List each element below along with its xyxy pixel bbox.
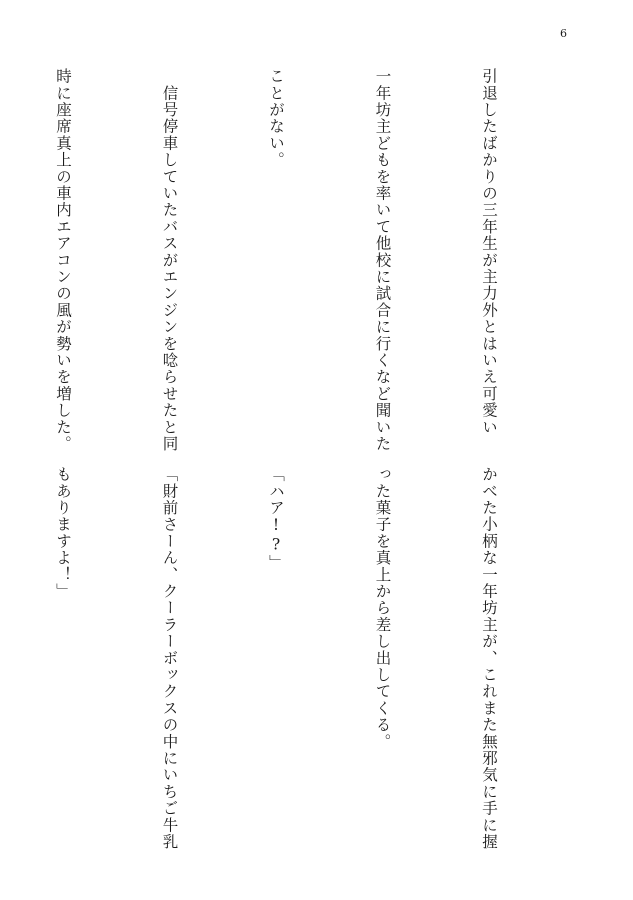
text-line: 時に座席真上の車内エアコンの風が勢いを増した。 (54, 68, 72, 453)
text-line: 一年坊主どもを率いて他校に試合に行くなど聞いた (373, 68, 392, 453)
text-line: 「ハア!?」 (267, 466, 285, 572)
text-line: 「財前さーん、クーラーボックスの中にいちご牛乳 (160, 466, 179, 851)
text-line: ことがない。 (267, 68, 285, 169)
text-line: 引退したばかりの三年生が主力外とはいえ可愛い (480, 68, 498, 436)
text-line: った菓子を真上から差し出してくる。 (373, 466, 392, 750)
text-line: 信号停車していたバスがエンジンを唸らせたと同 (160, 68, 179, 453)
text-line: かべた小柄な一年坊主が、これまた無邪気に手に握 (480, 466, 498, 851)
page-number: 6 (560, 27, 567, 40)
text-block-top (0, 68, 577, 453)
text-block-bottom (0, 466, 577, 851)
text-line: もありますよ！」 (54, 466, 72, 600)
